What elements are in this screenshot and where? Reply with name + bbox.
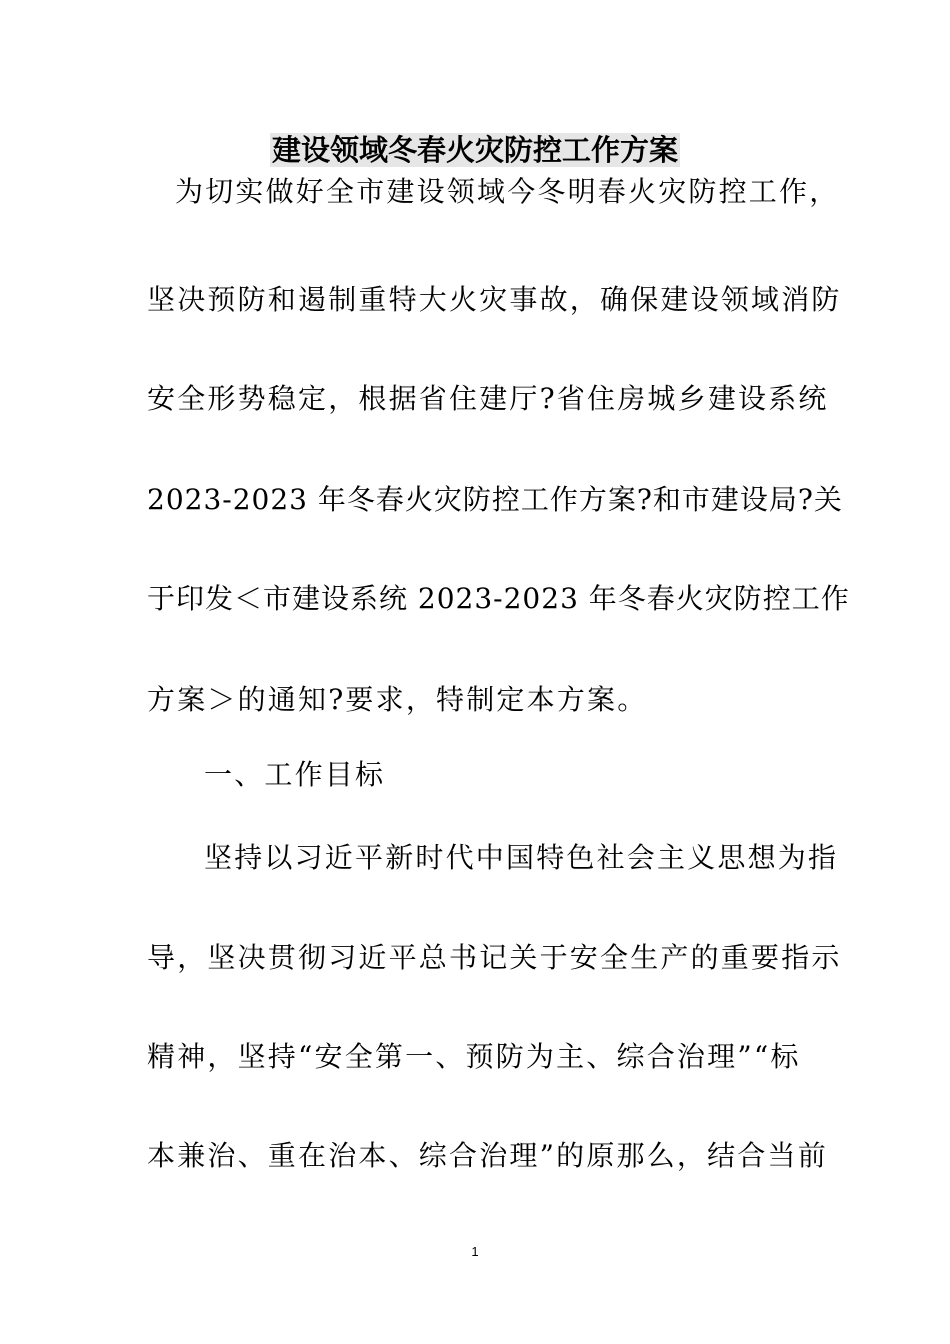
body-line-9: 导，坚决贯彻习近平总书记关于安全生产的重要指示 <box>147 941 842 974</box>
body-line-3: 安全形势稳定，根据省住建厅?省住房城乡建设系统 <box>147 382 829 415</box>
body-line-1: 为切实做好全市建设领域今冬明春火灾防控工作， <box>175 175 840 208</box>
body-line-4: 2023-2023 年冬春火灾防控工作方案?和市建设局?关 <box>147 483 843 516</box>
body-line-8: 坚持以习近平新时代中国特色社会主义思想为指 <box>204 841 839 874</box>
body-line-6: 方案＞的通知?要求，特制定本方案。 <box>147 683 648 716</box>
body-line-5: 于印发＜市建设系统 2023-2023 年冬春火灾防控工作 <box>147 582 850 615</box>
section-heading-work-goals: 一、工作目标 <box>204 758 386 791</box>
body-line-11: 本兼治、重在治本、综合治理”的原那么，结合当前 <box>147 1139 828 1172</box>
document-title-text: 建设领域冬春火灾防控工作方案 <box>271 133 678 167</box>
page-number: 1 <box>471 1244 479 1259</box>
body-line-10: 精神，坚持“安全第一、预防为主、综合治理”“标 <box>147 1040 801 1073</box>
document-title <box>0 130 950 170</box>
body-line-2: 坚决预防和遏制重特大火灾事故，确保建设领域消防 <box>147 283 842 316</box>
